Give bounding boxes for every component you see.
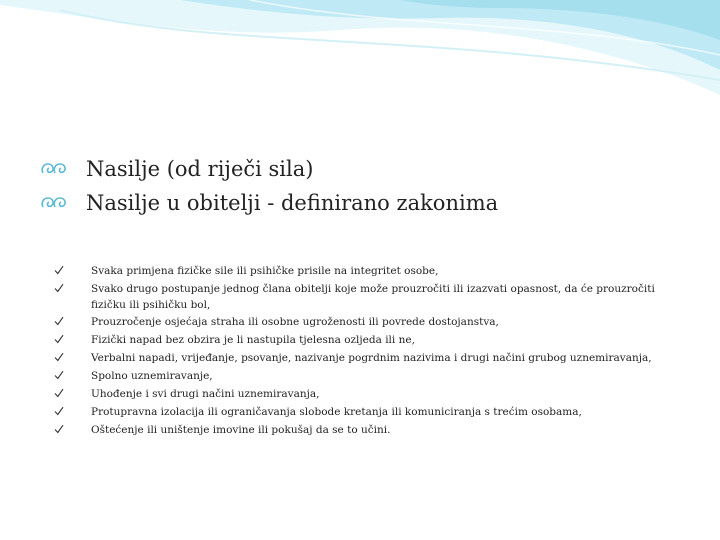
checkmark-icon: [54, 332, 91, 350]
list-item-text: Spolno uznemiravanje,: [91, 369, 213, 382]
definition-list: [54, 263, 694, 440]
list-item-text: Fizički napad bez obzira je li nastupila tjelesna ozljeda ili ne,: [91, 333, 415, 346]
loop-bullet-icon: [40, 195, 86, 211]
list-item: [54, 368, 694, 386]
list-item: [54, 263, 694, 281]
list-item-text: Verbalni napadi, vrijeđanje, psovanje, nazivanje pogrdnim nazivima i drugi načini grubog uznemiravanja,: [91, 351, 652, 364]
header-wave-decoration: [0, 0, 720, 120]
heading-list: [40, 152, 700, 220]
list-item: [54, 281, 694, 314]
list-item-text: Oštećenje ili uništenje imovine ili pokušaj da se to učini.: [91, 423, 391, 436]
list-item-text: Svaka primjena fizičke sile ili psihičke prisile na integritet osobe,: [91, 265, 439, 277]
list-item-text: Protupravna izolacija ili ograničavanja slobode kretanja ili komuniciranja s trećim osobama,: [91, 405, 582, 418]
list-item-text: Uhođenje i svi drugi načini uznemiravanja,: [91, 387, 320, 400]
list-item: [54, 404, 694, 422]
checkmark-icon: [54, 404, 91, 422]
heading-item: [40, 152, 700, 186]
list-item: [54, 422, 694, 440]
checkmark-icon: [54, 350, 91, 368]
heading-text: Nasilje (od riječi sila): [86, 157, 314, 181]
checkmark-icon: [54, 314, 91, 332]
checkmark-icon: [54, 263, 91, 281]
list-item: [54, 314, 694, 332]
list-item: [54, 332, 694, 350]
checkmark-icon: [54, 281, 91, 299]
checkmark-icon: [54, 422, 91, 440]
checkmark-icon: [54, 368, 91, 386]
loop-bullet-icon: [40, 161, 86, 177]
list-item: [54, 350, 694, 368]
heading-item: [40, 186, 700, 220]
checkmark-icon: [54, 386, 91, 404]
list-item-text: Prouzročenje osjećaja straha ili osobne ugroženosti ili povrede dostojanstva,: [91, 315, 499, 328]
heading-text: Nasilje u obitelji - definirano zakonima: [86, 191, 499, 215]
list-item: [54, 386, 694, 404]
list-item-text: Svako drugo postupanje jednog člana obitelji koje može prouzročiti ili izazvati opasnost, da će prouzročiti fizičku ili psihičku bol,: [91, 283, 655, 312]
